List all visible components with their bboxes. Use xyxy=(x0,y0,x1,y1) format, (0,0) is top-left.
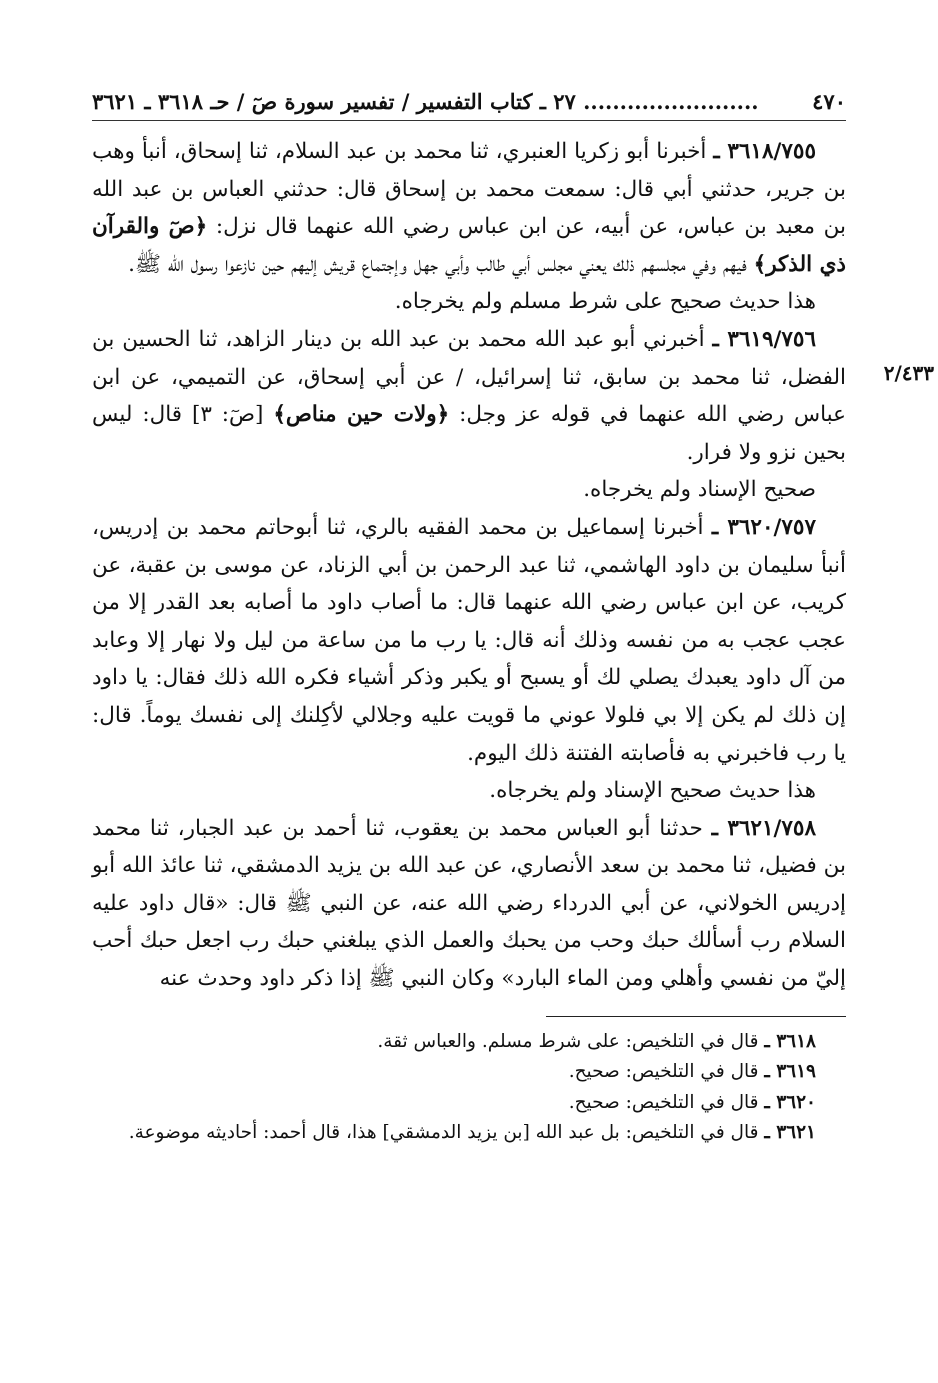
page-number: ٤٧٠ xyxy=(812,89,846,114)
hadith-verdict: صحيح الإسناد ولم يخرجاه. xyxy=(583,477,816,503)
body-text xyxy=(92,133,934,998)
footnote-3620 xyxy=(92,1088,846,1119)
running-header xyxy=(92,86,846,118)
footnote-3621 xyxy=(92,1118,846,1149)
hadith-text: أخبرنا إسماعيل بن محمد الفقيه بالري، ثنا أبوحاتم محمد بن إدريس، أنبأ سليمان بن داود الهاشمي، ثنا عبد الرحمن بن أبي الزناد، عن موسى بن عقبة، عن كريب، عن ابن عباس رضي الله عنهما قال: ما أصاب داود ما أصابه بعد القدر إلا من عجب عجب به من نفسه وذلك أنه قال: يا رب ما من ساعة من ليل ولا نهار إلا وعابد من آل داود يعبدك يصلي لك أو يسبح أو يكبر وذكر أشياء فكره الله ذلك فقال: يا داود إن ذلك لم يكن إلا بي فلولا عوني ما قويت عليه وجلالي لأكِلنك إلى نفسك يوماً. قال: يا رب فاخبرني به فأصابته الفتنة ذلك اليوم. xyxy=(92,514,846,766)
hadith-number: ٣٦١٨/٧٥٥ ـ xyxy=(713,139,816,164)
footnote-number: ٣٦٢٠ ـ xyxy=(764,1091,816,1113)
footnote-number: ٣٦١٨ ـ xyxy=(764,1030,816,1052)
hadith-number: ٣٦٢٠/٧٥٧ ـ xyxy=(711,514,816,540)
footnotes xyxy=(92,1027,846,1149)
hadith-number: ٣٦١٩/٧٥٦ ـ xyxy=(712,326,816,352)
hadith-entry-3619 xyxy=(92,321,846,471)
hadith-text: أخبرنا أبو زكريا العنبري، ثنا محمد بن عبد السلام، ثنا إسحاق، أنبأ وهب بن جرير، حدثني أبي قال: سمعت محمد بن إسحاق قال: حدثني العباس بن عبد الله بن معبد بن عباس، عن أبيه، عن ابن عباس رضي الله عنهما قال نزل: xyxy=(92,139,846,240)
footnote-divider xyxy=(546,1016,846,1017)
footnote-text: قال في التلخيص: صحيح. xyxy=(568,1091,765,1113)
hadith-verdict: هذا حديث صحيح الإسناد ولم يخرجاه. xyxy=(489,778,816,804)
hadith-entry-3621 xyxy=(92,810,846,998)
footnote-text: قال في التلخيص: بل عبد الله [بن يزيد الدمشقي] هذا، قال أحمد: أحاديثه موضوعة. xyxy=(128,1122,765,1144)
header-title: ........................ ٢٧ ـ كتاب التفسير / تفسير سورة صٓ / حـ ٣٦١٨ ـ ٣٦٢١ xyxy=(92,89,759,114)
quran-quote: ﴿صٓ والقرآن ذي الذكر﴾ xyxy=(92,214,846,277)
hadith-text-continued: فيهم وفي مجلسهم ذلك يعني مجلس أبي طالب وأبي جهل وإجتماع قريش إليهم حين نازعوا رسول الله ﷺ. xyxy=(128,251,754,277)
footnote-text: قال في التلخيص: على شرط مسلم. والعباس ثقة. xyxy=(377,1030,765,1052)
hadith-text: أخبرني أبو عبد الله محمد بن عبد الله بن دينار الزاهد، ثنا الحسين بن الفضل، ثنا محمد بن سابق، ثنا إسرائيل، / عن أبي إسحاق، عن التميمي، عن ابن عباس رضي الله عنهما في قوله عز وجل: xyxy=(92,326,846,428)
hadith-entry-3619-wrapper xyxy=(92,321,934,471)
margin-page-reference: ٢/٤٣٣ xyxy=(883,360,934,385)
footnote-number: ٣٦٢١ ـ xyxy=(764,1122,816,1144)
footnote-number: ٣٦١٩ ـ xyxy=(764,1061,816,1083)
hadith-entry-3620 xyxy=(92,509,846,772)
footnote-3619 xyxy=(92,1057,846,1088)
hadith-text-continued: [صٓ: ٣] قال: ليس بحين نزو ولا فرار. xyxy=(92,402,846,465)
hadith-number: ٣٦٢١/٧٥٨ ـ xyxy=(711,815,816,841)
quran-quote: ﴿ولات حين مناص﴾ xyxy=(273,402,450,428)
header-divider xyxy=(92,120,846,121)
footnote-3618 xyxy=(92,1027,846,1058)
hadith-verdict: هذا حديث صحيح على شرط مسلم ولم يخرجاه. xyxy=(394,289,816,315)
footnote-text: قال في التلخيص: صحيح. xyxy=(568,1061,765,1083)
hadith-entry-3618 xyxy=(92,133,846,283)
book-page xyxy=(92,86,934,1343)
hadith-text: حدثنا أبو العباس محمد بن يعقوب، ثنا أحمد بن عبد الجبار، ثنا محمد بن فضيل، ثنا محمد بن سعد الأنصاري، عن عبد الله بن يزيد الدمشقي، ثنا عائذ الله أبو إدريس الخولاني، عن أبي الدرداء رضي الله عنه، عن النبي ﷺ قال: «قال داود عليه السلام رب أسألك حبك وحب من يحبك والعمل الذي يبلغني حبك رب اجعل حبك أحب إليّ من نفسي وأهلي ومن الماء البارد» وكان النبي ﷺ إذا ذكر داود وحدث عنه xyxy=(92,815,846,992)
